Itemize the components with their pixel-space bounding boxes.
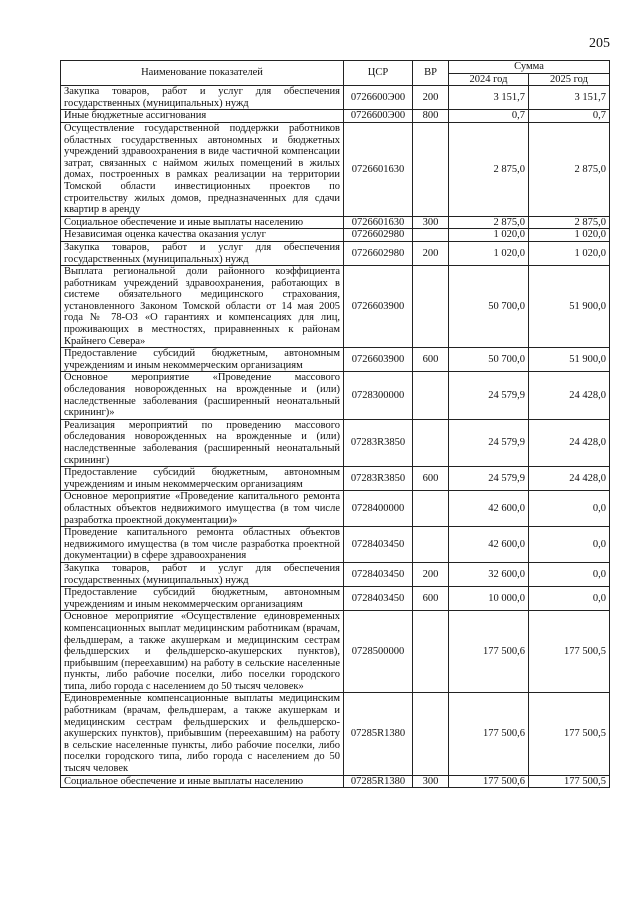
table-row bbox=[61, 562, 610, 586]
row-name-cell: Социальное обеспечение и иные выплаты населению bbox=[61, 216, 344, 229]
row-name-cell: Проведение капитального ремонта областных объектов недвижимого имущества (в том числе разработка проектной документации) в сфере здравоохранения bbox=[61, 527, 344, 563]
table-row bbox=[61, 348, 610, 372]
row-2024-cell: 50 700,0 bbox=[449, 266, 529, 348]
header-name: Наименование показателей bbox=[61, 61, 344, 86]
header-csr: ЦСР bbox=[344, 61, 413, 86]
row-2024-cell: 24 579,9 bbox=[449, 419, 529, 466]
row-2024-cell: 3 151,7 bbox=[449, 86, 529, 110]
row-csr-cell: 0726602980 bbox=[344, 229, 413, 242]
row-2024-cell: 42 600,0 bbox=[449, 527, 529, 563]
row-2025-cell: 1 020,0 bbox=[529, 229, 610, 242]
row-2024-cell: 24 579,9 bbox=[449, 467, 529, 491]
row-vr-cell bbox=[413, 372, 449, 419]
row-name-cell: Основное мероприятие «Проведение массового обследования новорожденных на врожденные и (или) наследственные заболевания (расширенный неонатальный скрининг)» bbox=[61, 372, 344, 419]
row-name-cell: Иные бюджетные ассигнования bbox=[61, 110, 344, 123]
row-vr-cell bbox=[413, 419, 449, 466]
row-2024-cell: 177 500,6 bbox=[449, 693, 529, 775]
row-csr-cell: 0728403450 bbox=[344, 527, 413, 563]
table-row bbox=[61, 86, 610, 110]
row-csr-cell: 07283R3850 bbox=[344, 467, 413, 491]
row-2025-cell: 2 875,0 bbox=[529, 216, 610, 229]
row-2025-cell: 51 900,0 bbox=[529, 266, 610, 348]
row-2025-cell: 1 020,0 bbox=[529, 241, 610, 265]
row-vr-cell: 600 bbox=[413, 467, 449, 491]
row-csr-cell: 0728400000 bbox=[344, 491, 413, 527]
table-row bbox=[61, 693, 610, 775]
row-name-cell: Закупка товаров, работ и услуг для обеспечения государственных (муниципальных) нужд bbox=[61, 86, 344, 110]
header-year-2025: 2025 год bbox=[529, 73, 610, 86]
row-name-cell: Основное мероприятие «Проведение капитального ремонта областных объектов недвижимого имущества (в том числе разработка проектной документации)» bbox=[61, 491, 344, 527]
row-2024-cell: 10 000,0 bbox=[449, 587, 529, 611]
row-vr-cell: 600 bbox=[413, 348, 449, 372]
table-row bbox=[61, 110, 610, 123]
row-2025-cell: 0,0 bbox=[529, 491, 610, 527]
row-2024-cell: 42 600,0 bbox=[449, 491, 529, 527]
row-2024-cell: 24 579,9 bbox=[449, 372, 529, 419]
table-row bbox=[61, 241, 610, 265]
row-name-cell: Осуществление государственной поддержки работников областных государственных автономных и бюджетных учреждений здравоохранения в виде частичной компенсации затрат, связанных с наймом жилых помещений в жилых домах, построенных в рамках реализации на территории Томской области инвестиционных проектов по строительству жилых домов, предназначенных для сдачи квартир в аренду bbox=[61, 122, 344, 216]
table-row bbox=[61, 491, 610, 527]
header-vr: ВР bbox=[413, 61, 449, 86]
header-year-2024: 2024 год bbox=[449, 73, 529, 86]
row-vr-cell bbox=[413, 693, 449, 775]
row-name-cell: Закупка товаров, работ и услуг для обеспечения государственных (муниципальных) нужд bbox=[61, 562, 344, 586]
table-row bbox=[61, 266, 610, 348]
row-vr-cell: 200 bbox=[413, 241, 449, 265]
row-csr-cell: 0728300000 bbox=[344, 372, 413, 419]
row-2024-cell: 1 020,0 bbox=[449, 229, 529, 242]
row-2025-cell: 0,0 bbox=[529, 587, 610, 611]
row-vr-cell bbox=[413, 611, 449, 693]
row-name-cell: Выплата региональной доли районного коэффициента работникам учреждений здравоохранения, работающих в системе обязательного медицинского страхования, установленного Законом Томской области от 14 мая 2005 года № 78-ОЗ «О гарантиях и компенсациях для лиц, проживающих в местностях, приравненных к районам Крайнего Севера» bbox=[61, 266, 344, 348]
row-vr-cell: 300 bbox=[413, 775, 449, 788]
table-row bbox=[61, 775, 610, 788]
table-row bbox=[61, 587, 610, 611]
row-csr-cell: 0728403450 bbox=[344, 562, 413, 586]
row-vr-cell: 200 bbox=[413, 86, 449, 110]
table-row bbox=[61, 229, 610, 242]
row-csr-cell: 0726602980 bbox=[344, 241, 413, 265]
row-vr-cell: 800 bbox=[413, 110, 449, 123]
table-row bbox=[61, 372, 610, 419]
table-row bbox=[61, 611, 610, 693]
row-2025-cell: 24 428,0 bbox=[529, 419, 610, 466]
row-name-cell: Независимая оценка качества оказания услуг bbox=[61, 229, 344, 242]
row-vr-cell bbox=[413, 491, 449, 527]
row-2025-cell: 3 151,7 bbox=[529, 86, 610, 110]
row-vr-cell bbox=[413, 527, 449, 563]
row-2025-cell: 0,0 bbox=[529, 527, 610, 563]
row-csr-cell: 0726603900 bbox=[344, 348, 413, 372]
row-2025-cell: 51 900,0 bbox=[529, 348, 610, 372]
row-2025-cell: 177 500,5 bbox=[529, 775, 610, 788]
row-name-cell: Реализация мероприятий по проведению массового обследования новорожденных на врожденные и (или) наследственные заболевания (расширенный неонатальный скрининг) bbox=[61, 419, 344, 466]
row-2025-cell: 2 875,0 bbox=[529, 122, 610, 216]
row-csr-cell: 0728500000 bbox=[344, 611, 413, 693]
table-row bbox=[61, 419, 610, 466]
row-vr-cell bbox=[413, 122, 449, 216]
row-2024-cell: 177 500,6 bbox=[449, 775, 529, 788]
row-name-cell: Основное мероприятие «Осуществление единовременных компенсационных выплат медицинским работникам (врачам, фельдшерам, а также акушеркам и медицинским сестрам фельдшерских и фельдшерско-акушерских пунктов), прибывшим (переехавшим) на работу в сельские населенные пункты, либо рабочие поселки, либо поселки городского типа, либо города с населением до 50 тысяч человек» bbox=[61, 611, 344, 693]
row-name-cell: Единовременные компенсационные выплаты медицинским работникам (врачам, фельдшерам, а также акушеркам и медицинским сестрам фельдшерских и фельдшерско-акушерских пунктов), прибывшим (переехавшим) на работу в сельские населенные пункты, либо рабочие поселки, либо поселки городского типа, либо города с населением до 50 тысяч человек bbox=[61, 693, 344, 775]
budget-table bbox=[60, 60, 610, 788]
row-csr-cell: 07285R1380 bbox=[344, 775, 413, 788]
row-csr-cell: 0726600Э00 bbox=[344, 86, 413, 110]
row-2024-cell: 50 700,0 bbox=[449, 348, 529, 372]
table-row bbox=[61, 527, 610, 563]
row-vr-cell: 200 bbox=[413, 562, 449, 586]
table-row bbox=[61, 216, 610, 229]
row-2024-cell: 32 600,0 bbox=[449, 562, 529, 586]
table-row bbox=[61, 467, 610, 491]
row-2024-cell: 177 500,6 bbox=[449, 611, 529, 693]
row-2025-cell: 177 500,5 bbox=[529, 693, 610, 775]
row-csr-cell: 0726600Э00 bbox=[344, 110, 413, 123]
row-2024-cell: 1 020,0 bbox=[449, 241, 529, 265]
row-csr-cell: 07285R1380 bbox=[344, 693, 413, 775]
row-csr-cell: 0726601630 bbox=[344, 122, 413, 216]
row-vr-cell bbox=[413, 229, 449, 242]
row-2024-cell: 2 875,0 bbox=[449, 216, 529, 229]
row-vr-cell: 300 bbox=[413, 216, 449, 229]
row-name-cell: Закупка товаров, работ и услуг для обеспечения государственных (муниципальных) нужд bbox=[61, 241, 344, 265]
row-2025-cell: 0,7 bbox=[529, 110, 610, 123]
table-row bbox=[61, 122, 610, 216]
row-csr-cell: 0726601630 bbox=[344, 216, 413, 229]
row-2024-cell: 0,7 bbox=[449, 110, 529, 123]
row-vr-cell: 600 bbox=[413, 587, 449, 611]
row-name-cell: Предоставление субсидий бюджетным, автономным учреждениям и иным некоммерческим организациям bbox=[61, 348, 344, 372]
row-name-cell: Социальное обеспечение и иные выплаты населению bbox=[61, 775, 344, 788]
row-2025-cell: 24 428,0 bbox=[529, 372, 610, 419]
row-name-cell: Предоставление субсидий бюджетным, автономным учреждениям и иным некоммерческим организациям bbox=[61, 587, 344, 611]
row-vr-cell bbox=[413, 266, 449, 348]
row-name-cell: Предоставление субсидий бюджетным, автономным учреждениям и иным некоммерческим организациям bbox=[61, 467, 344, 491]
row-csr-cell: 0728403450 bbox=[344, 587, 413, 611]
row-csr-cell: 0726603900 bbox=[344, 266, 413, 348]
page-number: 205 bbox=[589, 36, 610, 51]
row-2025-cell: 177 500,5 bbox=[529, 611, 610, 693]
header-sum: Сумма bbox=[449, 61, 610, 74]
row-2025-cell: 0,0 bbox=[529, 562, 610, 586]
row-2025-cell: 24 428,0 bbox=[529, 467, 610, 491]
row-2024-cell: 2 875,0 bbox=[449, 122, 529, 216]
row-csr-cell: 07283R3850 bbox=[344, 419, 413, 466]
